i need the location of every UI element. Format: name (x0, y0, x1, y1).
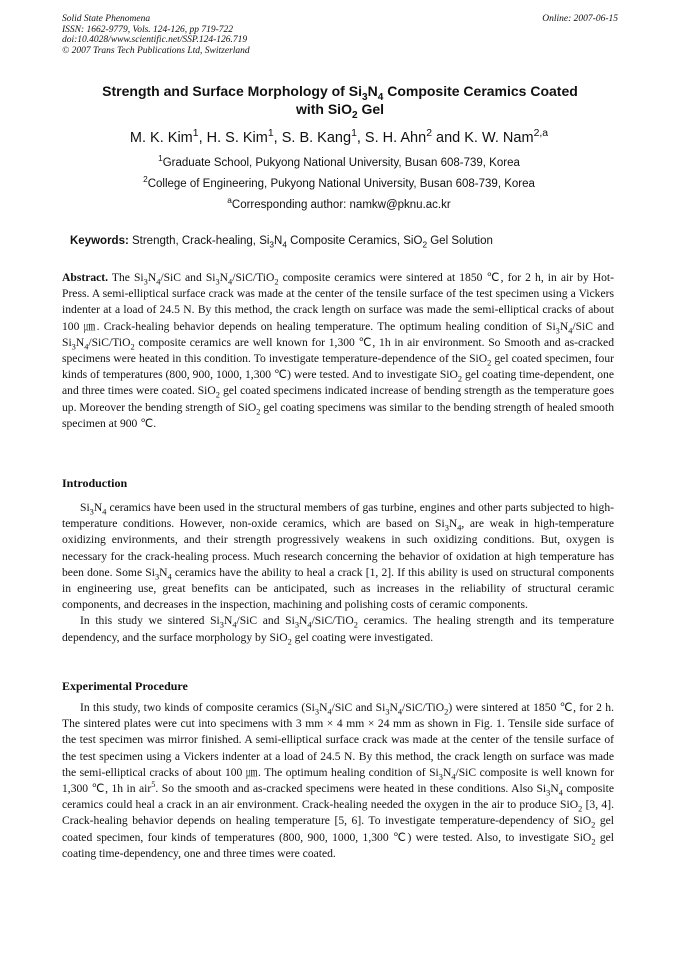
journal-name: Solid State Phenomena (62, 14, 151, 24)
introduction-heading: Introduction (62, 476, 128, 490)
doi-line: doi:10.4028/www.scientific.net/SSP.124-126.719 (62, 35, 248, 45)
experimental-body: In this study, two kinds of composite ceramics ($Si_3N_4$/SiC and $Si_3N_4/SiC/TiO_2$) were sintered at 1850 ℃, for 2 h. The sintered plates were cut into specimens with 3 mm × 4 mm × 24 mm as shown in Fig. 1. Tensile side surface of the test specimen was mirror finished. A semi-elliptical surface crack was made at the center of the tensile surface of the test specimen using a Vickers indenter at a load of 24.5 N. By this method, the crack length on surface was made the semi-elliptical cracks of about 100 ㎛. The optimum healing condition of $Si_3N_4$/SiC composite is well known for 1,300 ℃, 1h in air$^5$. So the smooth and as-cracked specimens were heated in these conditions. Also $Si_3N_4$ composite ceramics could heal a crack in an air environment. Crack-healing needed the oxygen in the air to produce SiO$_2$ [3, 4]. Crack-healing behavior depends on healing temperature [5, 6]. To investigate temperature-dependency of SiO$_2$ gel coated specimen, four kinds of temperatures (800, 900, 1000, 1,300 ℃) were tested. Also, to investigate SiO$_2$ gel coating time-dependency, one and three times were coated. (62, 701, 615, 860)
introduction-body: $Si_3N_4$ ceramics have been used in the structural members of gas turbine, engines and other parts subjected to high-temperature conditions. However, non-oxide ceramics, which are based on $Si_3N_4$, are weak in high-temperature oxidizing environments, and their strength progressively weakens in such oxidizing conditions. But, oxygen is necessary for the crack-healing process. Much research concerning the behavior of oxidation at high temperature has been done. Some $Si_3N_4$ ceramics have the ability to heal a crack [1, 2]. If this ability is used on structural components in engineering use, great benefits can be anticipated, such as increases in the reliability of structural ceramic components, and decreases in the inspection, machining and polishing costs of ceramic components. In this study we sintered $Si_3N_4$/SiC and $Si_3N_4/SiC/TiO_2$ ceramics. The healing strength and its temperature dependency, and the surface morphology by SiO$_2$ gel coating were investigated. (62, 501, 614, 646)
affiliation-1: $^1$Graduate School, Pukyong National University, Busan 608-739, Korea (158, 154, 520, 169)
experimental-heading: Experimental Procedure (62, 679, 188, 693)
paper-title: Strength and Surface Morphology of $Si_3N_4$ Composite Ceramics Coated with SiO$_2$ Gel (102, 83, 578, 121)
author-list: M. K. Kim$^1$, H. S. Kim$^1$, S. B. Kang$^1$, S. H. Ahn$^2$ and K. W. Nam$^{2,a}$ (129, 128, 549, 146)
affiliation-2: $^2$College of Engineering, Pukyong National University, Busan 608-739, Korea (143, 175, 535, 190)
copyright-line: © 2007 Trans Tech Publications Ltd, Switzerland (62, 45, 250, 56)
issn-line: ISSN: 1662-9779, Vols. 124-126, pp 719-722 (62, 24, 233, 35)
corresponding-author: $^a$Corresponding author: namkw@pknu.ac.kr (227, 196, 451, 211)
keywords: Keywords: Strength, Crack-healing, $Si_3N_4$ Composite Ceramics, SiO$_2$ Gel Solution (70, 235, 493, 250)
abstract: Abstract. The $Si_3N_4$/SiC and $Si_3N_4/SiC/TiO_2$ composite ceramics were sintered at 1850 ℃, for 2 h, in air by Hot-Press. A semi-elliptical surface crack was made at the center of the tensile surface of the test specimen using a Vickers indenter at a load of 24.5 N. By this method, the crack length on surface was made the semi-elliptical cracks of about 100 ㎛. Crack-healing behavior depends on healing temperature. The optimum healing condition of $Si_3N_4$/SiC and $Si_3N_4/SiC/TiO_2$ composite ceramics are well known for 1,300 ℃, 1h in air environment. So Smooth and as-cracked specimens were heated in this condition. To investigate temperature-dependence of the SiO$_2$ gel coated specimen, four kinds of temperatures (800, 900, 1000, 1,300 ℃) were tested. And to investigate SiO$_2$ gel coating time-dependent, one and three times were coated. SiO$_2$ gel coated specimens indicated increase of bending strength as the temperature goes up. Moreover the bending strength of SiO$_2$ gel coating specimens was similar to the bending strength of healed smooth specimen at 900 ℃. (62, 271, 615, 430)
journal-header (62, 14, 618, 56)
online-date: Online: 2007-06-15 (542, 14, 618, 24)
